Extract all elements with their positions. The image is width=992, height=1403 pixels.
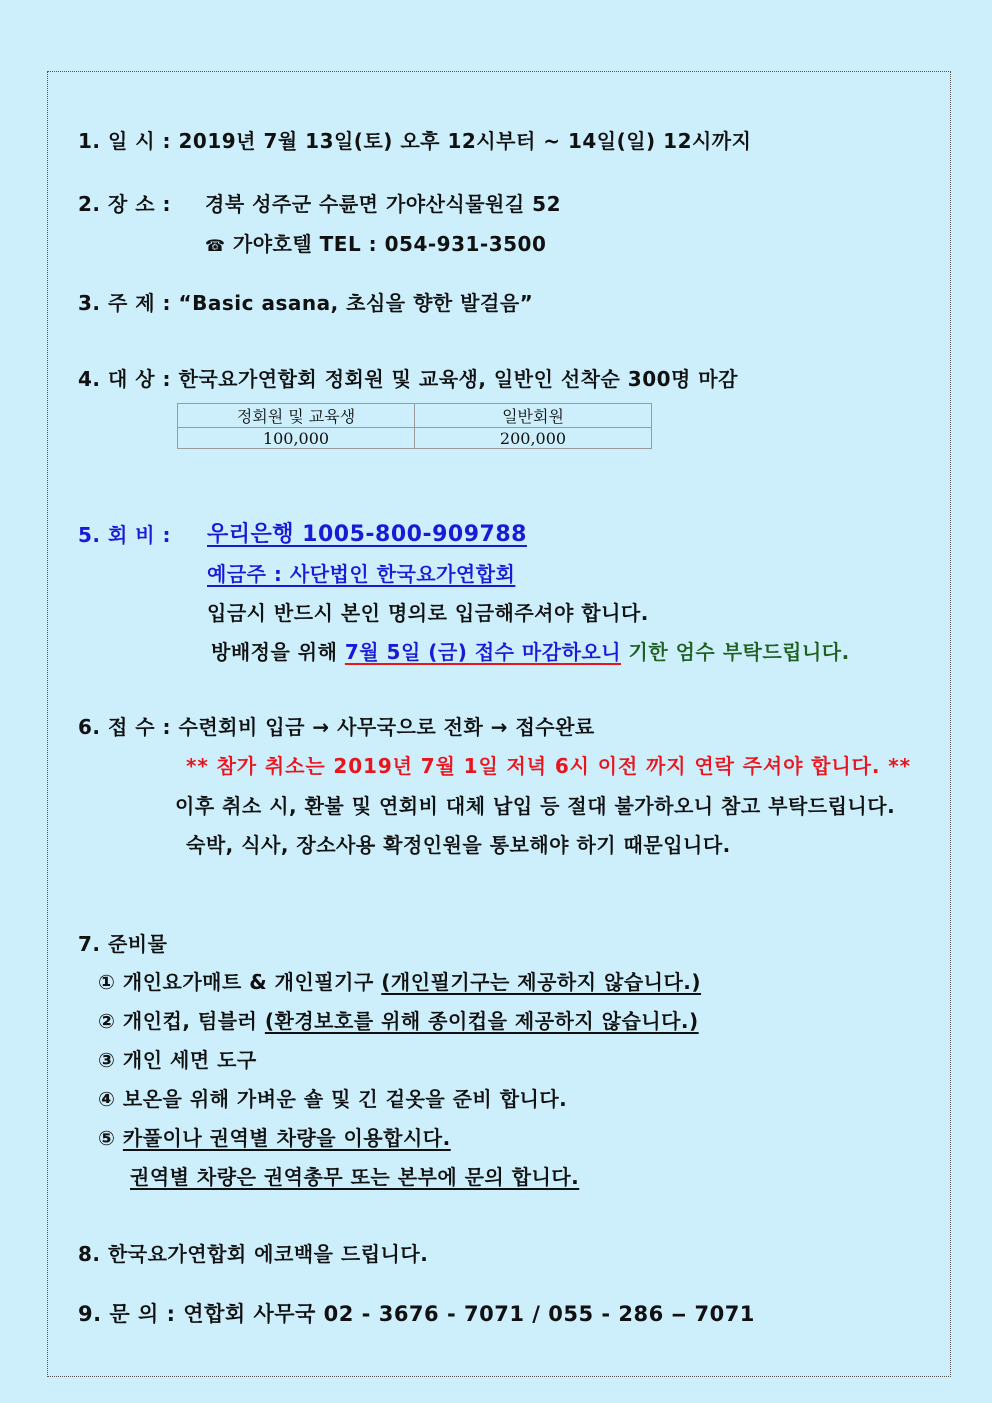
fee-value-general: 200,000 [415,428,652,449]
cancel-notice: ** 참가 취소는 2019년 7월 1일 저녁 6시 이전 까지 연락 주셔야 합니다. ** [186,754,911,778]
fee-header-general: 일반회원 [415,404,652,428]
supplies-item-5-num: ⑤ [98,1126,116,1150]
item-ecobag: 8. 한국요가연합회 에코백을 드립니다. [78,1242,429,1266]
fee-header-member: 정회원 및 교육생 [178,404,415,428]
item-contact: 9. 문 의 : 연합회 사무국 02 - 3676 - 7071 / 055 - 286 ‒ 7071 [78,1302,755,1326]
deadline-pre: 방배정을 위해 [211,640,338,664]
supplies-item-4: ④ 보온을 위해 가벼운 숄 및 긴 겉옷을 준비 합니다. [98,1087,568,1111]
fee-table-value-row [178,428,652,449]
fee-account-holder: 예금주 : 사단법인 한국요가연합회 [207,562,516,586]
supplies-item-5 [98,1122,451,1151]
cancel-note-refund: 이후 취소 시, 환불 및 연회비 대체 납입 등 절대 불가하오니 참고 부탁드립니다. [175,794,896,818]
fee-table-header-row [178,404,652,428]
supplies-item-2-note: (환경보호를 위해 종이컵을 제공하지 않습니다.) [264,1009,699,1033]
supplies-item-2 [98,1005,699,1034]
supplies-item-1-note: (개인필기구는 제공하지 않습니다.) [381,970,702,994]
deadline-post: 기한 엄수 부탁드립니다. [628,640,850,664]
item-schedule: 1. 일 시 : 2019년 7월 13일(토) 오후 12시부터 ~ 14일(일) 12시까지 [78,129,752,153]
deadline-date: 7월 5일 (금) 접수 마감하오니 [344,640,622,664]
item-venue-label: 2. 장 소 : [78,192,172,216]
item-supplies-title: 7. 준비물 [78,932,168,956]
fee-bank-account: 우리은행 1005-800-909788 [207,522,527,547]
supplies-item-5-note: 권역별 차량은 권역총무 또는 본부에 문의 합니다. [130,1165,580,1189]
supplies-item-3: ③ 개인 세면 도구 [98,1048,257,1072]
supplies-item-2-main: ② 개인컵, 텀블러 [98,1009,258,1033]
item-theme: 3. 주 제 : “Basic asana, 초심을 향한 발걸음” [78,291,534,315]
fee-note-deposit: 입금시 반드시 본인 명의로 입금해주셔야 합니다. [207,601,649,625]
supplies-item-1-main: ① 개인요가매트 & 개인필기구 [98,970,374,994]
supplies-item-1 [98,966,701,995]
supplies-item-5-main: 카풀이나 권역별 차량을 이용합시다. [122,1126,451,1150]
telephone-icon: ☎ [205,236,226,255]
item-fee-label: 5. 회 비 : [78,523,172,547]
venue-phone-text: 가야호텔 TEL : 054-931-3500 [232,232,547,256]
fee-note-deadline [211,636,850,665]
item-venue-address: 경북 성주군 수륜면 가야산식물원길 52 [205,192,561,216]
item-venue-phone [205,228,546,257]
fee-value-member: 100,000 [178,428,415,449]
item-registration: 6. 접 수 : 수련회비 입금 → 사무국으로 전화 → 접수완료 [78,715,595,739]
item-target: 4. 대 상 : 한국요가연합회 정회원 및 교육생, 일반인 선착순 300명 마감 [78,367,738,391]
cancel-note-reason: 숙박, 식사, 장소사용 확정인원을 통보해야 하기 때문입니다. [186,833,731,857]
fee-table [177,403,652,449]
